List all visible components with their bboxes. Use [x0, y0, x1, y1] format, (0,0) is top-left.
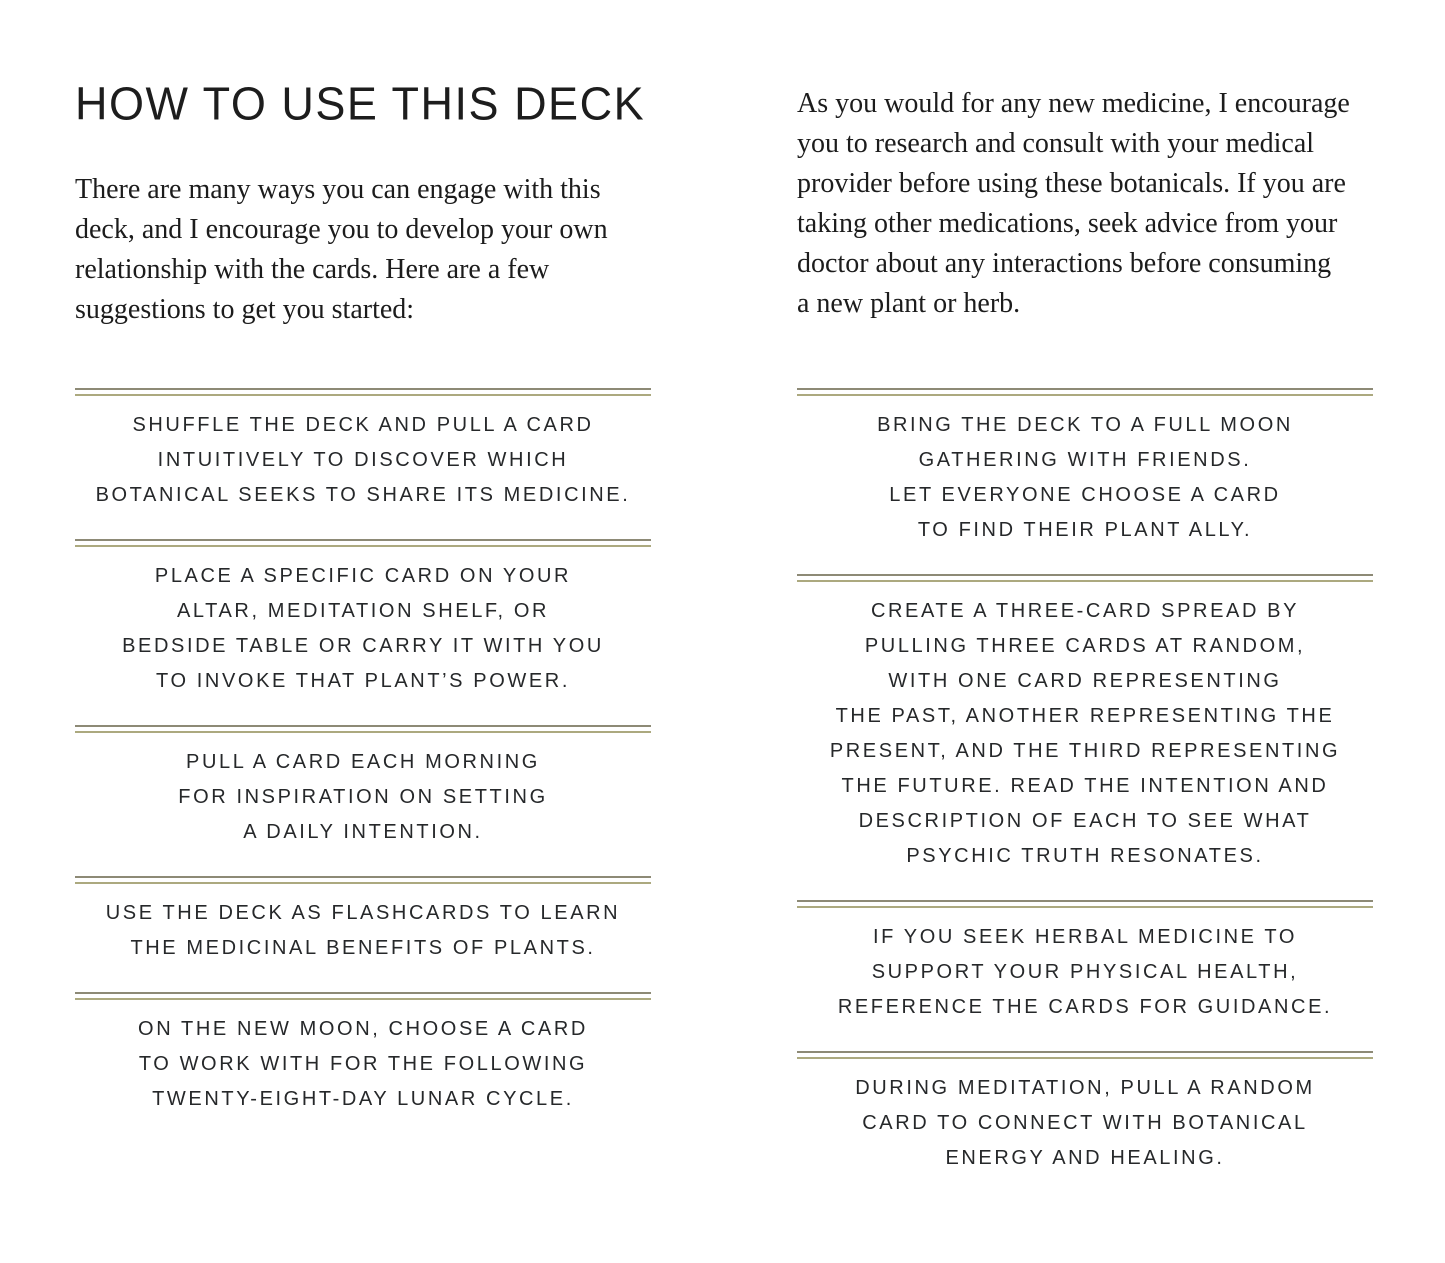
- double-rule-divider: [75, 992, 651, 1000]
- suggestion-line: TWENTY-EIGHT-DAY LUNAR CYCLE.: [152, 1088, 574, 1110]
- intro-line: deck, and I encourage you to develop your own: [75, 214, 608, 245]
- suggestion-line: SUPPORT YOUR PHYSICAL HEALTH,: [871, 961, 1299, 983]
- suggestion-line: CARD TO CONNECT WITH BOTANICAL: [862, 1112, 1308, 1134]
- suggestion-block: [797, 900, 1373, 1025]
- intro-line: There are many ways you can engage with this: [75, 174, 601, 205]
- intro-line: doctor about any interactions before consuming: [797, 248, 1332, 279]
- suggestion-text: [797, 408, 1373, 548]
- double-rule-divider: [797, 574, 1373, 582]
- suggestion-block: [75, 388, 651, 513]
- suggestion-line: TO WORK WITH FOR THE FOLLOWING: [138, 1053, 588, 1075]
- suggestion-line: GATHERING WITH FRIENDS.: [918, 449, 1252, 471]
- suggestion-line: TO FIND THEIR PLANT ALLY.: [917, 519, 1253, 541]
- suggestion-line: CREATE A THREE-CARD SPREAD BY: [870, 600, 1300, 622]
- suggestion-text: [75, 559, 651, 699]
- suggestion-block: [797, 574, 1373, 874]
- suggestion-line: PULLING THREE CARDS AT RANDOM,: [864, 635, 1306, 657]
- double-rule-divider: [797, 1051, 1373, 1059]
- suggestion-line: BOTANICAL SEEKS TO SHARE ITS MEDICINE.: [95, 484, 631, 506]
- suggestion-text: [75, 408, 651, 513]
- suggestion-line: DURING MEDITATION, PULL A RANDOM: [855, 1077, 1315, 1099]
- suggestion-block: [797, 1051, 1373, 1176]
- suggestion-text: [75, 896, 651, 966]
- intro-line: suggestions to get you started:: [75, 294, 415, 325]
- suggestion-line: THE FUTURE. READ THE INTENTION AND: [841, 775, 1329, 797]
- suggestion-line: IF YOU SEEK HERBAL MEDICINE TO: [872, 926, 1297, 948]
- suggestion-text: [797, 1071, 1373, 1176]
- intro-line: you to research and consult with your medical: [797, 128, 1315, 159]
- suggestion-line: LET EVERYONE CHOOSE A CARD: [889, 484, 1281, 506]
- suggestion-line: PRESENT, AND THE THIRD REPRESENTING: [829, 740, 1341, 762]
- intro-line: provider before using these botanicals. If you are: [797, 168, 1346, 199]
- double-rule-divider: [75, 388, 651, 396]
- double-rule-divider: [797, 388, 1373, 396]
- suggestion-text: [75, 1012, 651, 1117]
- double-rule-divider: [75, 725, 651, 733]
- suggestion-line: PLACE A SPECIFIC CARD ON YOUR: [154, 565, 572, 587]
- suggestion-line: WITH ONE CARD REPRESENTING: [888, 670, 1282, 692]
- suggestion-block: [797, 388, 1373, 548]
- suggestion-line: INTUITIVELY TO DISCOVER WHICH: [157, 449, 569, 471]
- suggestion-line: REFERENCE THE CARDS FOR GUIDANCE.: [837, 996, 1333, 1018]
- suggestion-line: USE THE DECK AS FLASHCARDS TO LEARN: [105, 902, 621, 924]
- suggestion-text: [797, 920, 1373, 1025]
- suggestion-line: PULL A CARD EACH MORNING: [186, 751, 540, 773]
- suggestion-line: ENERGY AND HEALING.: [945, 1147, 1225, 1169]
- right-suggestions-list: [797, 388, 1373, 1176]
- suggestion-block: [75, 992, 651, 1117]
- double-rule-divider: [75, 876, 651, 884]
- suggestion-block: [75, 539, 651, 699]
- suggestion-line: THE MEDICINAL BENEFITS OF PLANTS.: [130, 937, 596, 959]
- double-rule-divider: [75, 539, 651, 547]
- suggestion-line: A DAILY INTENTION.: [243, 821, 483, 843]
- suggestion-block: [75, 876, 651, 966]
- suggestion-line: FOR INSPIRATION ON SETTING: [178, 786, 548, 808]
- suggestion-line: ALTAR, MEDITATION SHELF, OR: [176, 600, 550, 622]
- suggestion-block: [75, 725, 651, 850]
- suggestion-line: BRING THE DECK TO A FULL MOON: [877, 414, 1293, 436]
- suggestion-line: THE PAST, ANOTHER REPRESENTING THE: [835, 705, 1335, 727]
- intro-line: As you would for any new medicine, I encourage: [797, 88, 1350, 119]
- suggestion-line: TO INVOKE THAT PLANT’S POWER.: [156, 670, 570, 692]
- right-intro-paragraph: [797, 84, 1373, 324]
- left-intro-paragraph: [75, 170, 651, 330]
- suggestion-text: [797, 594, 1373, 874]
- page-title: HOW TO USE THIS DECK: [75, 76, 646, 130]
- intro-line: relationship with the cards. Here are a few: [75, 254, 550, 285]
- suggestion-line: BEDSIDE TABLE OR CARRY IT WITH YOU: [122, 635, 604, 657]
- right-page-column: [797, 78, 1373, 1202]
- suggestion-line: ON THE NEW MOON, CHOOSE A CARD: [138, 1018, 588, 1040]
- left-suggestions-list: [75, 388, 651, 1117]
- left-page-column: [75, 78, 651, 1143]
- intro-line: taking other medications, seek advice from your: [797, 208, 1338, 239]
- intro-line: a new plant or herb.: [797, 288, 1021, 319]
- suggestion-line: DESCRIPTION OF EACH TO SEE WHAT: [858, 810, 1312, 832]
- suggestion-text: [75, 745, 651, 850]
- double-rule-divider: [797, 900, 1373, 908]
- suggestion-line: PSYCHIC TRUTH RESONATES.: [906, 845, 1264, 867]
- suggestion-line: SHUFFLE THE DECK AND PULL A CARD: [132, 414, 594, 436]
